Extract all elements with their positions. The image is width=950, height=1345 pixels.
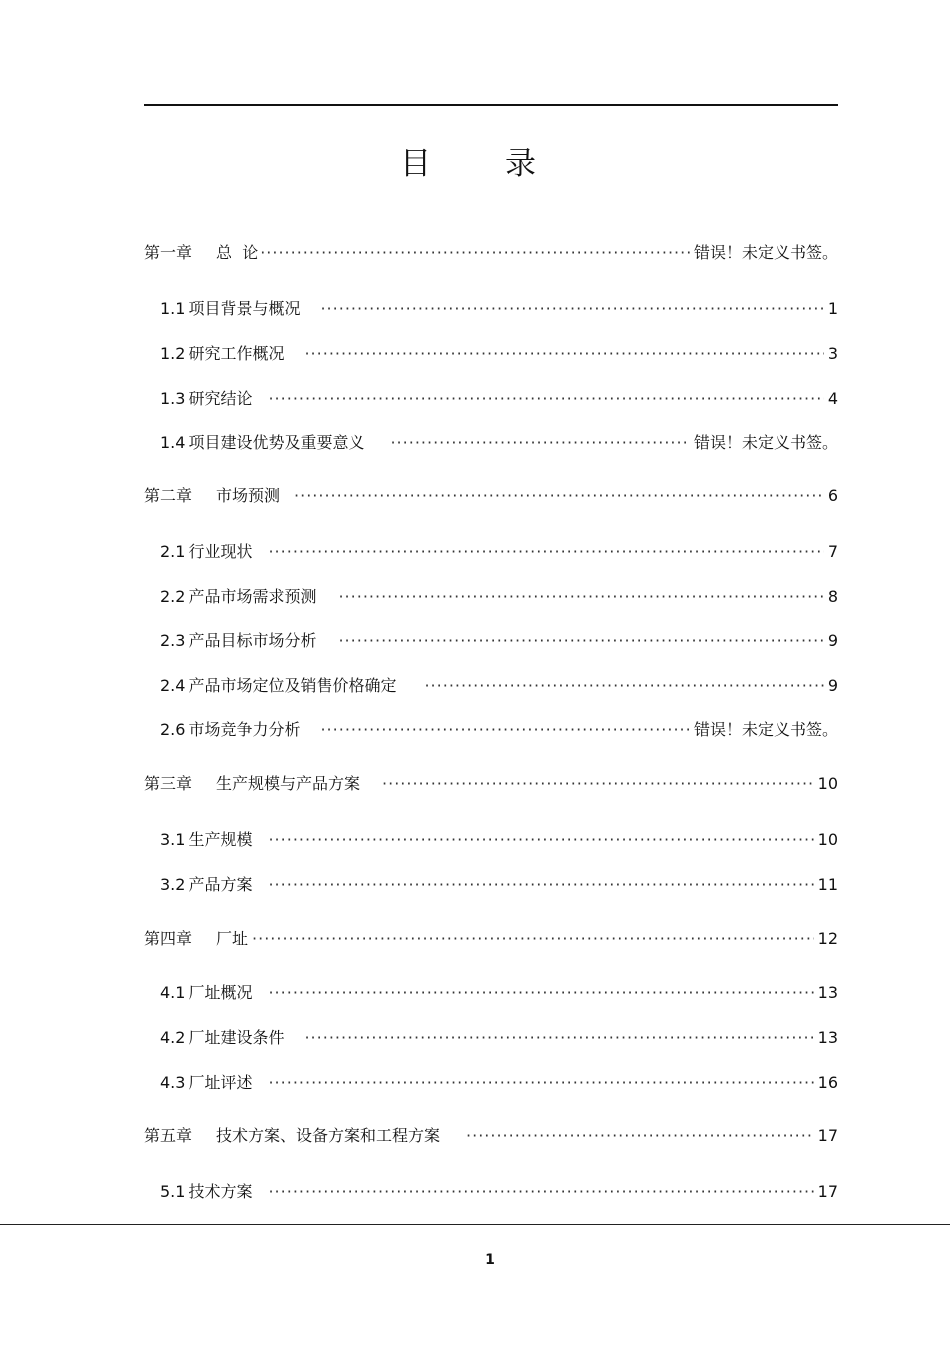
- toc-entry-title: 技术方案、设备方案和工程方案: [216, 1126, 441, 1145]
- toc-entry-title: 市场竞争力分析: [188, 720, 301, 739]
- toc-entry-page: 7: [827, 542, 838, 561]
- toc-entry-title: 项目背景与概况: [188, 299, 301, 318]
- toc-entry-chapter-3[interactable]: [144, 769, 838, 795]
- toc-entry-number: 3.1: [160, 830, 186, 849]
- dot-leader: [424, 675, 823, 697]
- toc-entry-2-3[interactable]: [160, 626, 838, 652]
- toc-entry-title: 研究结论: [188, 389, 253, 408]
- toc-entry-number: 1.4: [160, 433, 186, 452]
- toc-entry-title: 项目建设优势及重要意义: [188, 433, 365, 452]
- footer-rule: [0, 1224, 950, 1225]
- toc-entry-title: 总 论: [216, 243, 259, 262]
- toc-entry-number: 2.1: [160, 542, 186, 561]
- toc-entry-title: 生产规模: [188, 830, 253, 849]
- toc-entry-title: 生产规模与产品方案: [216, 774, 361, 793]
- toc-entry-2-2[interactable]: [160, 582, 838, 608]
- dot-leader: [304, 343, 823, 365]
- dot-leader: [320, 298, 823, 320]
- toc-entry-4-3[interactable]: [160, 1068, 838, 1094]
- page-title: 目录: [400, 146, 610, 182]
- toc-entry-title: 产品市场需求预测: [188, 587, 317, 606]
- toc-entry-page: 10: [817, 774, 838, 793]
- dot-leader: [252, 928, 814, 950]
- toc-entry-5-1[interactable]: [160, 1177, 838, 1203]
- toc-entry-page: 9: [827, 676, 838, 695]
- toc-entry-title: 市场预测: [216, 486, 281, 505]
- toc-entry-number: 1.2: [160, 344, 186, 363]
- toc-entry-page: 17: [817, 1182, 838, 1201]
- toc-entry-2-6[interactable]: [160, 715, 838, 741]
- toc-entry-number: 4.3: [160, 1073, 186, 1092]
- toc-entry-number: 第一章: [144, 243, 193, 262]
- toc-entry-title: 行业现状: [188, 542, 253, 561]
- dot-leader: [268, 388, 823, 410]
- toc-entry-number: 第五章: [144, 1126, 193, 1145]
- toc-entry-number: 2.4: [160, 676, 186, 695]
- dot-leader: [338, 586, 823, 608]
- toc-entry-1-2[interactable]: [160, 339, 838, 365]
- toc-entry-number: 第三章: [144, 774, 193, 793]
- toc-entry-title: 厂址建设条件: [188, 1028, 285, 1047]
- toc-entry-title: 研究工作概况: [188, 344, 285, 363]
- toc-entry-number: 第四章: [144, 929, 193, 948]
- toc-entry-page: 错误！未定义书签。: [693, 720, 838, 739]
- dot-leader: [268, 982, 813, 1004]
- toc-entry-number: 第二章: [144, 486, 193, 505]
- toc-entry-page: 错误！未定义书签。: [693, 433, 838, 452]
- toc-entry-chapter-5[interactable]: [144, 1121, 838, 1147]
- toc-entry-chapter-2[interactable]: [144, 481, 838, 507]
- toc-entry-4-1[interactable]: [160, 978, 838, 1004]
- toc-entry-title: 产品市场定位及销售价格确定: [188, 676, 397, 695]
- toc-entry-page: 3: [827, 344, 838, 363]
- table-of-contents: [144, 0, 838, 1220]
- toc-entry-page: 1: [827, 299, 838, 318]
- toc-entry-page: 17: [817, 1126, 838, 1145]
- toc-entry-title: 厂址: [216, 929, 249, 948]
- toc-entry-page: 4: [827, 389, 838, 408]
- toc-entry-2-1[interactable]: [160, 537, 838, 563]
- toc-entry-3-2[interactable]: [160, 870, 838, 896]
- dot-leader: [304, 1027, 813, 1049]
- dot-leader: [268, 829, 813, 851]
- toc-entry-number: 4.2: [160, 1028, 186, 1047]
- dot-leader: [294, 485, 824, 507]
- toc-entry-page: 11: [817, 875, 838, 894]
- page-number: 1: [485, 1252, 495, 1268]
- toc-entry-number: 5.1: [160, 1182, 186, 1201]
- toc-entry-title: 产品目标市场分析: [188, 631, 317, 650]
- toc-entry-number: 4.1: [160, 983, 186, 1002]
- toc-entry-page: 8: [827, 587, 838, 606]
- toc-entry-1-1[interactable]: [160, 294, 838, 320]
- toc-entry-page: 13: [817, 983, 838, 1002]
- toc-entry-page: 12: [817, 929, 838, 948]
- toc-entry-page: 13: [817, 1028, 838, 1047]
- toc-entry-chapter-4[interactable]: [144, 924, 838, 950]
- dot-leader: [390, 432, 690, 454]
- dot-leader: [466, 1125, 814, 1147]
- toc-entry-number: 2.2: [160, 587, 186, 606]
- dot-leader: [320, 719, 690, 741]
- dot-leader: [268, 541, 823, 563]
- toc-entry-page: 10: [817, 830, 838, 849]
- dot-leader: [268, 874, 813, 896]
- toc-entry-chapter-1[interactable]: [144, 238, 838, 264]
- dot-leader: [268, 1072, 813, 1094]
- toc-entry-number: 3.2: [160, 875, 186, 894]
- toc-entry-number: 2.3: [160, 631, 186, 650]
- toc-entry-3-1[interactable]: [160, 825, 838, 851]
- dot-leader: [260, 242, 690, 264]
- toc-entry-number: 1.1: [160, 299, 186, 318]
- toc-entry-number: 1.3: [160, 389, 186, 408]
- toc-entry-1-3[interactable]: [160, 384, 838, 410]
- toc-entry-page: 6: [827, 486, 838, 505]
- toc-entry-4-2[interactable]: [160, 1023, 838, 1049]
- toc-entry-2-4[interactable]: [160, 671, 838, 697]
- toc-entry-1-4[interactable]: [160, 428, 838, 454]
- toc-entry-number: 2.6: [160, 720, 186, 739]
- toc-entry-title: 厂址评述: [188, 1073, 253, 1092]
- toc-entry-page: 9: [827, 631, 838, 650]
- toc-entry-title: 技术方案: [188, 1182, 253, 1201]
- toc-entry-title: 产品方案: [188, 875, 253, 894]
- toc-entry-page: 16: [817, 1073, 838, 1092]
- toc-entry-title: 厂址概况: [188, 983, 253, 1002]
- dot-leader: [338, 630, 823, 652]
- toc-entry-page: 错误！未定义书签。: [693, 243, 838, 262]
- dot-leader: [268, 1181, 813, 1203]
- dot-leader: [382, 773, 814, 795]
